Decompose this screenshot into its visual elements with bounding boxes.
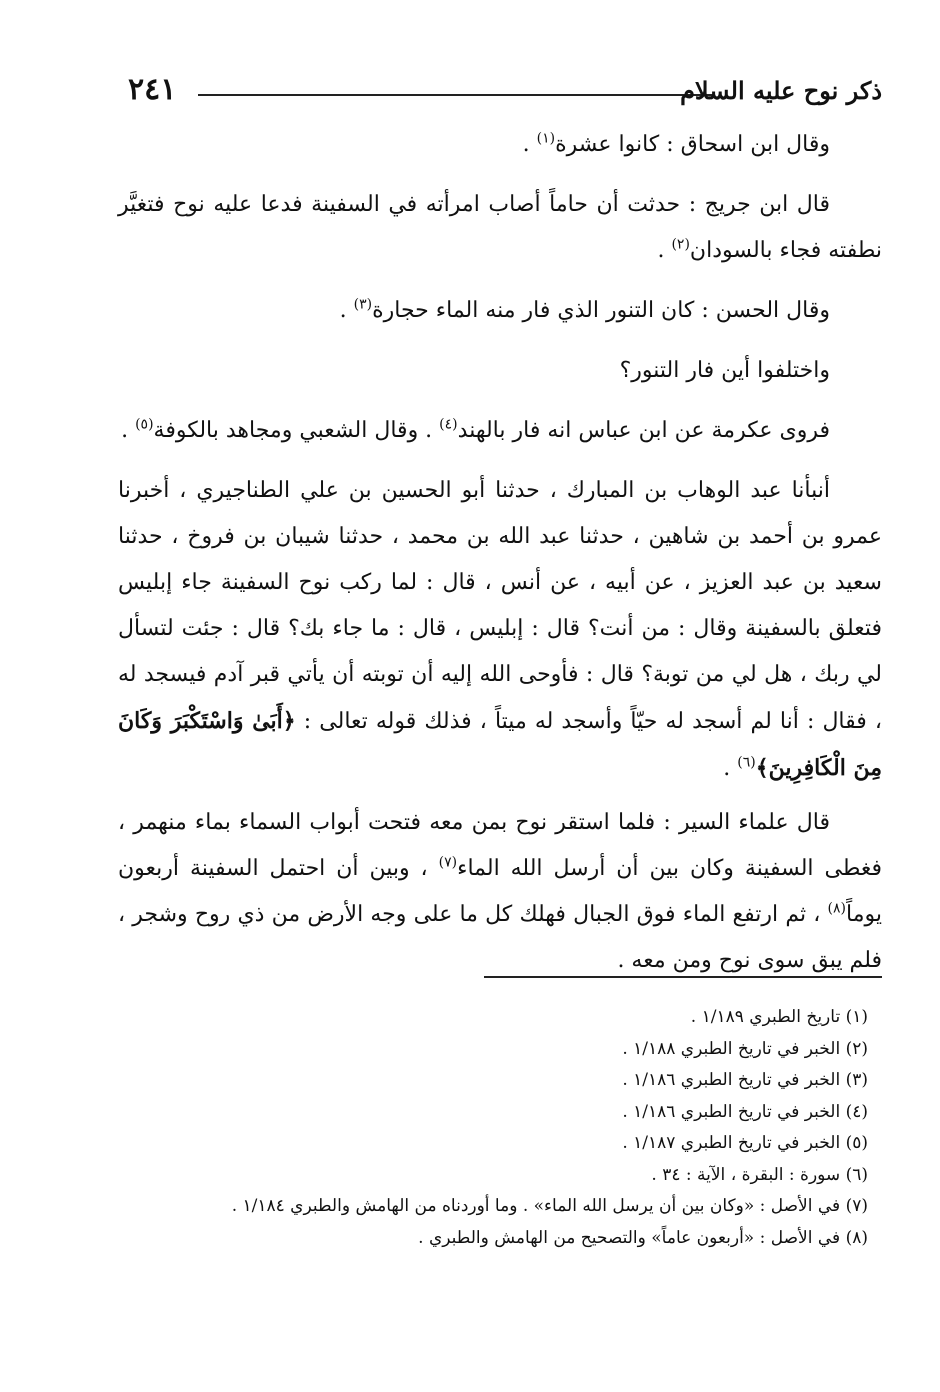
page-number: ٢٤١ (128, 72, 177, 107)
footnote: (٤) الخبر في تاريخ الطبري ١/١٨٦ . (622, 1101, 868, 1122)
paragraph-text: فروى عكرمة عن ابن عباس انه فار بالهند (457, 418, 830, 443)
footnotes (118, 1002, 868, 1254)
paragraph-text: واختلفوا أين فار التنور؟ (619, 358, 830, 383)
footnote: (٣) الخبر في تاريخ الطبري ١/١٨٦ . (622, 1070, 868, 1090)
paragraph-text: أنبأنا عبد الوهاب بن المبارك ، حدثنا أبو الحسين بن علي الطناجيري ، أخبرنا عمرو بن أحمد بن شاهين ، حدثنا عبد الله بن محمد ، حدثنا شيبان بن فروخ ، حدثنا سعيد بن عبد العزيز ، عن أبيه ، عن أنس ، قال : لما ركب نوح السفينة جاء إبليس فتعلق بالسفينة وقال : من أنت؟ قال : إبليس ، قال : ما جاء بك؟ قال : جئت لتسأل لي ربك ، هل لي من توبة؟ قال : فأوحى الله إليه أن توبته أن يأتي قبر آدم فيسجد له ، فقال : أنا لم أسجد له حيّاً وأسجد له ميتاً ، فذلك قوله تعالى : (118, 478, 882, 734)
footnote: (٦) سورة : البقرة ، الآية : ٣٤ . (651, 1164, 868, 1185)
footnote: (١) تاريخ الطبري ١/١٨٩ . (690, 1007, 868, 1027)
paragraph-tail: . (723, 756, 738, 781)
running-title: ذكر نوح عليه السلام (680, 76, 882, 105)
footnote-ref: (١) (536, 130, 556, 147)
paragraph-tail: . (121, 418, 136, 443)
footnote: (٥) الخبر في تاريخ الطبري ١/١٨٧ . (622, 1133, 868, 1153)
footnote-ref: (٤) (439, 416, 458, 433)
paragraph (118, 122, 882, 168)
footnote: (٧) في الأصل : «وكان بين أن يرسل الله الماء» . وما أوردناه من الهامش والطبري ١/١٨٤ . (231, 1196, 868, 1216)
paragraph-text: . وقال الشعبي ومجاهد بالكوفة (153, 418, 440, 443)
paragraph (118, 182, 882, 274)
paragraph (118, 288, 882, 334)
header-rule (198, 94, 714, 96)
paragraph (118, 408, 882, 454)
footnote-separator (484, 976, 882, 978)
paragraph-tail: . (522, 132, 537, 157)
paragraph-text: قال ابن جريج : حدثت أن حاماً أصاب امرأته في السفينة فدعا عليه نوح فتغيَّر نطفته فجاء بالسودان (118, 192, 882, 263)
footnote-ref: (٥) (135, 416, 154, 433)
paragraph-tail: ، ثم ارتفع الماء فوق الجبال فهلك كل ما على وجه الأرض من ذي روح وشجر ، فلم يبق سوى نوح ومن معه . (118, 902, 882, 973)
paragraph-tail: . (339, 298, 354, 323)
footnote: (٨) في الأصل : «أربعون عاماً» والتصحيح من الهامش والطبري . (418, 1227, 868, 1248)
page-header (120, 70, 882, 110)
footnote-ref: (٨) (827, 900, 847, 917)
paragraph-text: ، وبين أن احتمل السفينة أربعون يوماً (118, 856, 882, 927)
paragraph-text: وقال الحسن : كان التنور الذي فار منه الماء حجارة (372, 298, 830, 323)
main-text (118, 122, 882, 992)
paragraph (118, 800, 882, 984)
footnote: (٢) الخبر في تاريخ الطبري ١/١٨٨ . (622, 1038, 868, 1059)
footnote-ref: (٦) (737, 754, 756, 771)
footnote-ref: (٣) (353, 296, 373, 313)
paragraph (118, 468, 882, 792)
footnote-ref: (٧) (438, 854, 458, 871)
paragraph-text: وقال ابن اسحاق : كانوا عشرة (555, 132, 830, 157)
paragraph-tail: . (657, 238, 672, 263)
quran-verse: ﴿أَبَىٰ وَاسْتَكْبَرَ وَكَانَ مِنَ الْكَافِرِينَ﴾ (118, 708, 882, 781)
footnote-ref: (٢) (671, 236, 690, 253)
paragraph (118, 348, 882, 394)
paragraph-text: قال علماء السير : فلما استقر نوح بمن معه فتحت أبواب السماء بماء منهمر ، فغطى السفينة وكان بين أن أرسل الله الماء (118, 810, 882, 881)
